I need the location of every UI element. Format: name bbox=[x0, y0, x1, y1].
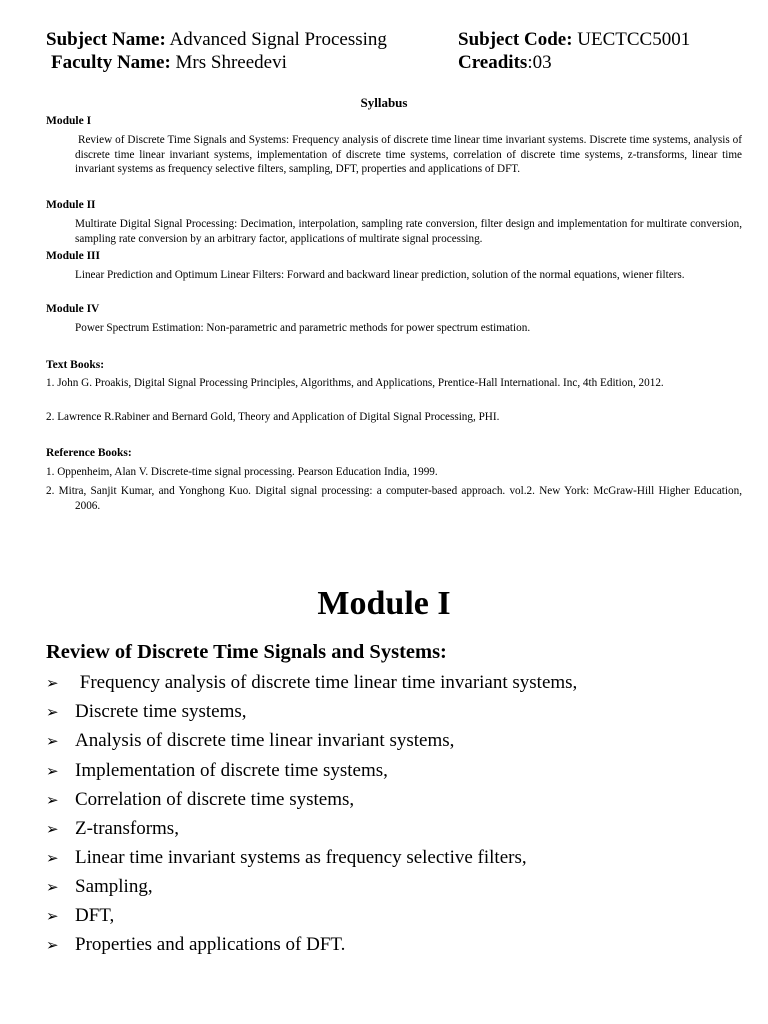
arrowhead-bullet-icon: ➢ bbox=[46, 849, 59, 867]
faculty-name-value: Mrs Shreedevi bbox=[170, 52, 287, 73]
reference-book-item: 1. Oppenheim, Alan V. Discrete-time signal processing. Pearson Education India, 1999. bbox=[46, 466, 438, 478]
module-2-description: Multirate Digital Signal Processing: Decimation, interpolation, sampling rate conversion, filter design and implementation for multirate conversion, sampling rate conversion by an arbitrary factor, applications of multirate signal processing. bbox=[75, 218, 742, 245]
list-item bbox=[46, 817, 179, 841]
text-book-item: 2. Lawrence R.Rabiner and Bernard Gold, Theory and Application of Digital Signal Processing, PHI. bbox=[46, 411, 500, 423]
list-item-text: Discrete time systems, bbox=[75, 701, 247, 722]
list-item bbox=[46, 904, 114, 928]
module-4-description: Power Spectrum Estimation: Non-parametric and parametric methods for power spectrum estimation. bbox=[75, 322, 531, 334]
credits-value: :03 bbox=[527, 52, 552, 73]
review-heading: Review of Discrete Time Signals and Systems: bbox=[46, 641, 447, 663]
module-1-heading: Module I bbox=[46, 115, 92, 127]
arrowhead-bullet-icon: ➢ bbox=[46, 936, 59, 954]
arrowhead-bullet-icon: ➢ bbox=[46, 907, 59, 925]
list-item-text: Frequency analysis of discrete time linear time invariant systems, bbox=[75, 672, 578, 693]
list-item-text: Correlation of discrete time systems, bbox=[75, 789, 355, 810]
list-item-text: Z-transforms, bbox=[75, 818, 179, 839]
list-item-text: Sampling, bbox=[75, 876, 153, 897]
subject-name bbox=[46, 29, 387, 51]
list-item-text: DFT, bbox=[75, 905, 115, 926]
list-item-text: Analysis of discrete time linear invariant systems, bbox=[75, 730, 455, 751]
arrowhead-bullet-icon: ➢ bbox=[46, 703, 59, 721]
list-item bbox=[46, 875, 153, 899]
text-books-heading: Text Books: bbox=[46, 359, 105, 371]
module-3-description: Linear Prediction and Optimum Linear Filters: Forward and backward linear prediction, solution of the normal equations, wiener filters. bbox=[75, 269, 685, 281]
list-item-text: Properties and applications of DFT. bbox=[75, 934, 346, 955]
subject-name-value: Advanced Signal Processing bbox=[165, 29, 387, 50]
subject-code bbox=[458, 29, 690, 51]
credits bbox=[458, 52, 552, 74]
arrowhead-bullet-icon: ➢ bbox=[46, 762, 59, 780]
syllabus-title: Syllabus bbox=[360, 95, 408, 110]
module-title: Module I bbox=[317, 585, 451, 622]
list-item bbox=[46, 729, 454, 753]
arrowhead-bullet-icon: ➢ bbox=[46, 791, 59, 809]
subject-code-value: UECTCC5001 bbox=[572, 29, 691, 50]
list-item bbox=[46, 700, 247, 724]
faculty-name bbox=[51, 52, 287, 74]
list-item bbox=[46, 671, 577, 695]
module-2-heading: Module II bbox=[46, 199, 96, 211]
subject-code-label: Subject Code: bbox=[458, 29, 573, 50]
list-item bbox=[46, 759, 388, 783]
reference-books-heading: Reference Books: bbox=[46, 447, 132, 459]
module-4-heading: Module IV bbox=[46, 303, 100, 315]
arrowhead-bullet-icon: ➢ bbox=[46, 878, 59, 896]
reference-book-item: 2. Mitra, Sanjit Kumar, and Yonghong Kuo. Digital signal processing: a computer-based approach. vol.2. New York: McGraw-Hill Higher Education, 2006. bbox=[46, 485, 742, 512]
arrowhead-bullet-icon: ➢ bbox=[46, 732, 59, 750]
list-item bbox=[46, 933, 345, 957]
list-item bbox=[46, 846, 527, 870]
module-1-description: Review of Discrete Time Signals and Systems: Frequency analysis of discrete time linear time invariant systems. Discrete time systems, analysis of discrete time linear invariant systems, implementation of discrete time systems, correlation of discrete time systems, z-transforms, linear time invariant systems as frequency selective filters, sampling, DFT, properties and applications of DFT. bbox=[75, 134, 742, 176]
list-item-text: Linear time invariant systems as frequency selective filters, bbox=[75, 847, 527, 868]
module-3-heading: Module III bbox=[46, 250, 100, 262]
list-item-text: Implementation of discrete time systems, bbox=[75, 760, 388, 781]
list-item bbox=[46, 788, 354, 812]
subject-name-label: Subject Name: bbox=[46, 29, 166, 50]
text-book-item: 1. John G. Proakis, Digital Signal Processing Principles, Algorithms, and Applications, Prentice-Hall International. Inc, 4th Edition, 2012. bbox=[46, 377, 664, 389]
arrowhead-bullet-icon: ➢ bbox=[46, 674, 59, 692]
faculty-name-label: Faculty Name: bbox=[51, 52, 171, 73]
credits-label: Creadits bbox=[458, 52, 528, 73]
arrowhead-bullet-icon: ➢ bbox=[46, 820, 59, 838]
